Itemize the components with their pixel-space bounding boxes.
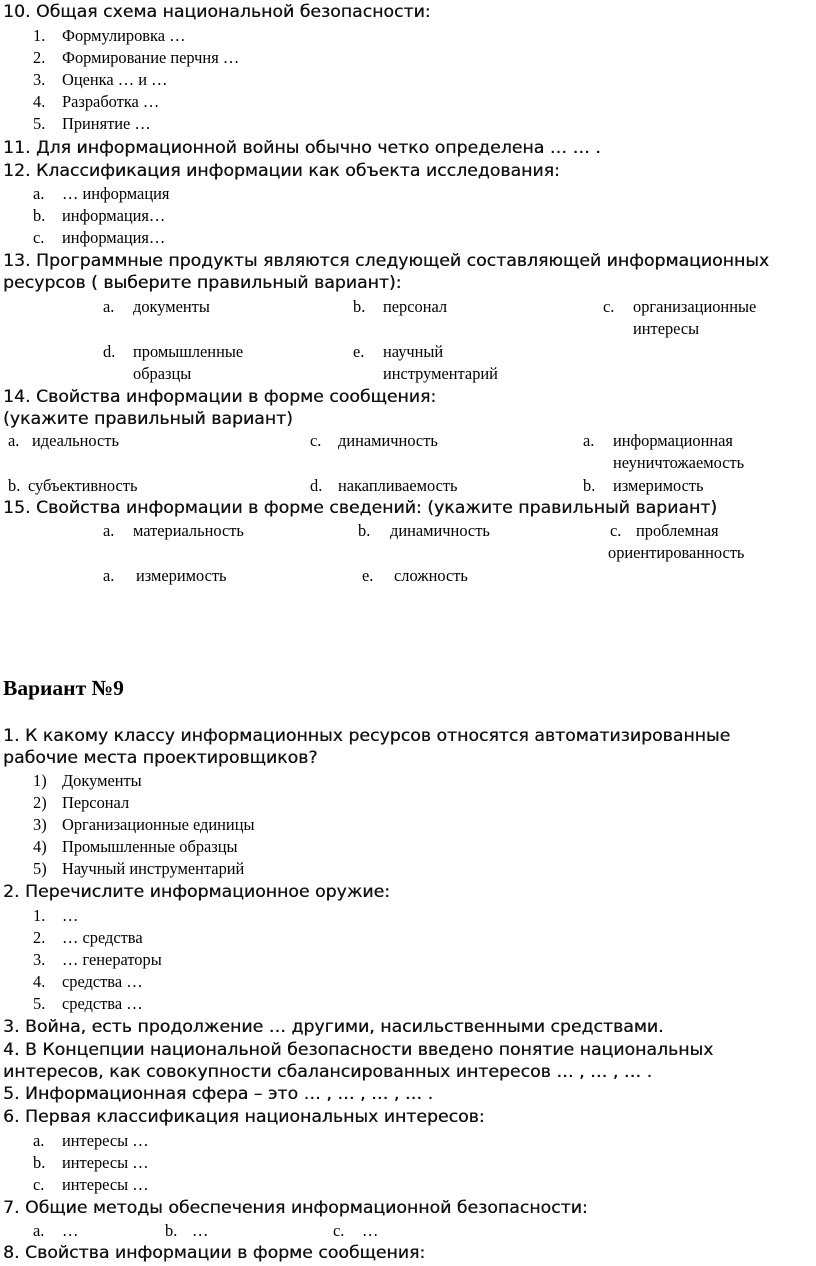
option-label: a. [103,521,115,540]
option-label: a. [103,566,115,585]
list-item: интересы … [62,1175,149,1194]
variant-question-4-title: 4. В Концепции национальной безопасности введено понятие национальных интересов, как совокупности сбалансированных интересов … , … , … . [3,1040,714,1082]
option-label: a. [33,1221,45,1240]
option-text: накапливаемость [338,476,458,495]
option-label: b. [8,476,21,495]
question-15-title: 15. Свойства информации в форме сведений: (укажите правильный вариант) [3,498,718,518]
option-label: d. [103,342,116,361]
list-item: средства … [62,972,143,991]
list-number: 5. [33,994,46,1013]
option-text: субъективность [28,476,138,495]
question-14-subtitle: (укажите правильный вариант) [3,409,293,429]
list-number: 3. [33,70,46,89]
list-number: 4) [33,837,47,856]
list-number: 2. [33,48,46,67]
list-item: Промышленные образцы [62,837,238,856]
question-10-title: 10. Общая схема национальной безопасности: [3,2,431,22]
list-number: 4. [33,92,46,111]
question-12-title: 12. Классификация информации как объекта исследования: [3,161,560,181]
option-text: информационная неуничтожаемость [613,431,745,472]
option-label: b. [583,476,596,495]
option-label: b. [165,1221,178,1240]
option-text: измеримость [136,566,227,585]
list-item: интересы … [62,1153,149,1172]
option-label: b. [353,297,366,316]
list-item: Разработка … [62,92,160,111]
list-number: 5. [33,114,46,133]
list-letter: b. [33,1153,46,1172]
list-item: … генераторы [62,950,162,969]
list-item: информация… [62,228,166,247]
list-number: 4. [33,972,46,991]
option-text: проблемная ориентированность [608,521,745,562]
option-label: d. [310,476,323,495]
list-item: … средства [62,928,143,947]
list-item: Принятие … [62,114,151,133]
variant-question-1-title: 1. К какому классу информационных ресурсов относятся автоматизированные рабочие места проектировщиков? [3,726,731,768]
list-item: Документы [62,771,142,790]
option-text: промышленные образцы [133,342,244,383]
list-item: Персонал [62,793,130,812]
option-label: a. [583,431,595,450]
list-item: Научный инструментарий [62,859,245,878]
list-item: информация… [62,206,166,225]
variant-question-8-title: 8. Свойства информации в форме сообщения: [3,1243,426,1263]
option-text: сложность [394,566,468,585]
option-label: b. [358,521,371,540]
option-label: e. [353,342,365,361]
variant-question-7-title: 7. Общие методы обеспечения информационной безопасности: [3,1198,588,1218]
list-item: интересы … [62,1131,149,1150]
option-text: идеальность [32,431,119,450]
list-letter: a. [33,184,45,203]
list-number: 1. [33,26,46,45]
list-item: … информация [62,184,170,203]
variant-question-3-title: 3. Война, есть продолжение … другими, насильственными средствами. [3,1017,664,1037]
list-number: 2. [33,928,46,947]
list-number: 1. [33,906,46,925]
option-text: … [192,1221,209,1240]
list-item: Формулировка … [62,26,186,45]
list-number: 3) [33,815,47,834]
list-item: Оценка … и … [62,70,168,89]
list-number: 5) [33,859,47,878]
option-label: c. [610,521,622,540]
question-13-title: 13. Программные продукты являются следующей составляющей информационных ресурсов ( выберите правильный вариант): [3,251,770,293]
option-text: … [62,1221,79,1240]
variant-question-6-title: 6. Первая классификация национальных интересов: [3,1107,485,1127]
option-text: организационные интересы [633,297,757,338]
option-label: a. [103,297,115,316]
question-14-title: 14. Свойства информации в форме сообщения: [3,387,437,407]
list-letter: c. [33,1175,45,1194]
option-label: c. [333,1221,345,1240]
list-letter: c. [33,228,45,247]
option-text: … [362,1221,379,1240]
option-text: материальность [133,521,244,540]
option-text: динамичность [390,521,490,540]
list-number: 2) [33,793,47,812]
list-number: 3. [33,950,46,969]
option-text: динамичность [338,431,438,450]
option-label: c. [310,431,322,450]
variant-heading: Вариант №9 [3,676,124,700]
list-item: средства … [62,994,143,1013]
option-label: c. [603,297,615,316]
list-number: 1) [33,771,47,790]
option-text: документы [133,297,210,316]
question-11-title: 11. Для информационной войны обычно четко определена … … . [3,138,601,158]
variant-question-5-title: 5. Информационная сфера – это … , … , … , … . [3,1084,434,1104]
list-item: … [62,906,79,925]
list-letter: b. [33,206,46,225]
option-label: a. [8,431,20,450]
option-text: измеримость [613,476,704,495]
list-item: Формирование перчня … [62,48,240,67]
list-item: Организационные единицы [62,815,255,834]
variant-question-2-title: 2. Перечислите информационное оружие: [3,882,390,902]
option-label: e. [362,566,374,585]
option-text: научный инструментарий [383,342,498,383]
list-letter: a. [33,1131,45,1150]
option-text: персонал [383,297,448,316]
